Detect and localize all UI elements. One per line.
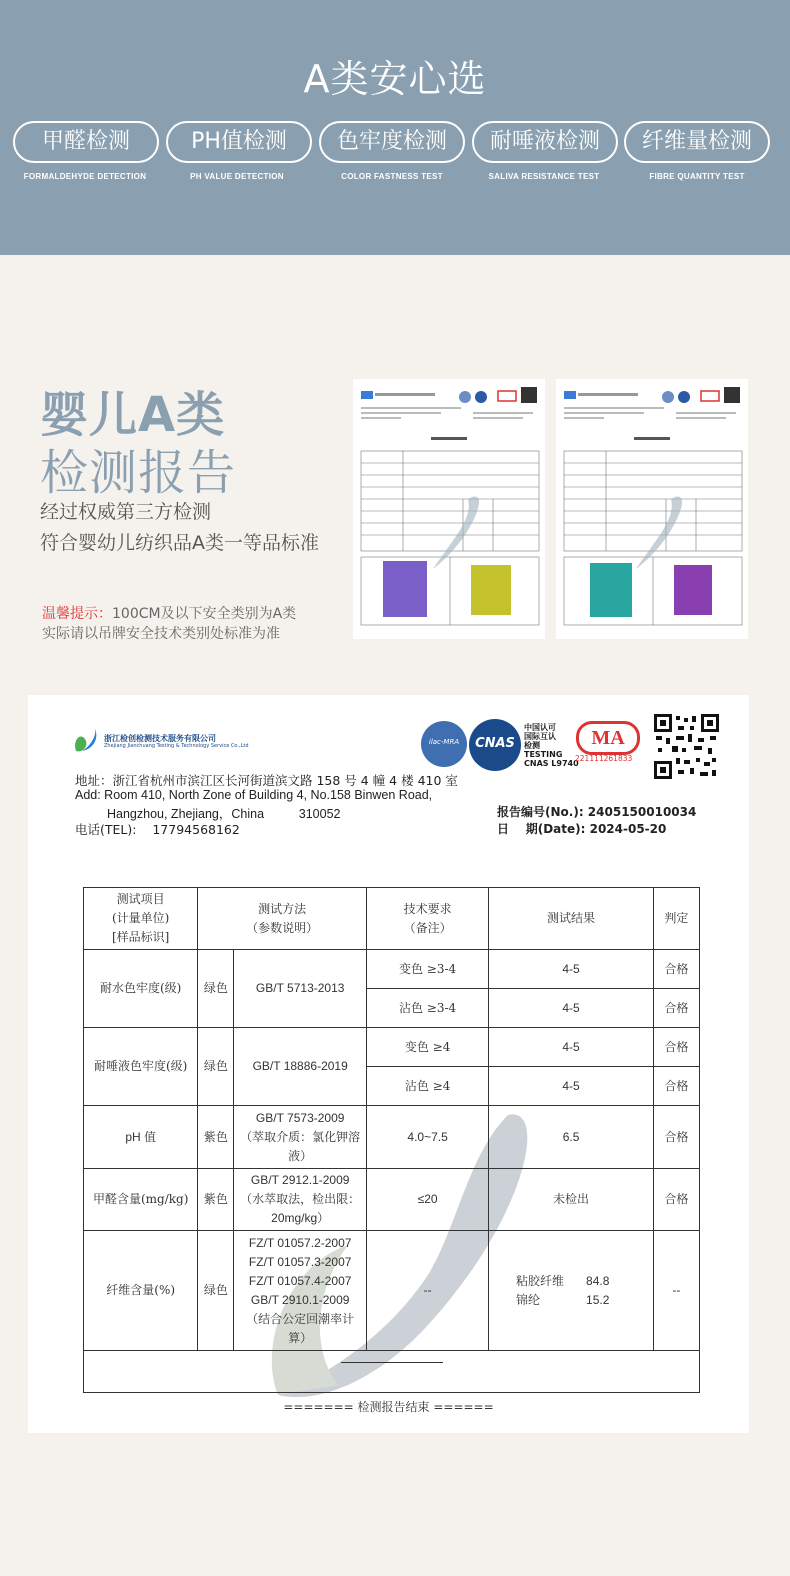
row-saliva-color: 绿色 (198, 1028, 234, 1106)
row-hcho-method: GB/T 2912.1-2009 （水萃取法，检出限： 20mg/kg） (234, 1169, 366, 1231)
intro-desc-line2: 符合婴幼儿纺织品A类一等品标准 (40, 532, 319, 554)
test-badge-color-fastness: 色牢度检测 (319, 121, 465, 163)
report-thumbnail-1[interactable] (353, 379, 545, 639)
company-name: 浙江检创检测技术服务有限公司 (104, 734, 216, 743)
row-saliva-res2: 4-5 (489, 1067, 654, 1106)
cert-cn2: 国际互认 (524, 732, 556, 741)
report-thumbnail-2[interactable] (556, 379, 748, 639)
row-fibre-color: 绿色 (198, 1231, 234, 1351)
table-row (84, 1169, 700, 1231)
row-saliva-judge1: 合格 (653, 1028, 699, 1067)
row-water-name: 耐水色牢度(级) (84, 950, 198, 1028)
row-water-color: 绿色 (198, 950, 234, 1028)
intro-title-line1: 婴儿A类 (40, 387, 226, 443)
row-fibre-result: 粘胶纤维 84.8 锦纶 15.2 (489, 1231, 654, 1351)
row-ph-color: 紫色 (198, 1106, 234, 1169)
row-ph-res: 6.5 (489, 1106, 654, 1169)
row-water-method: GB/T 5713-2013 (234, 950, 366, 1028)
row-saliva-name: 耐唾液色牢度(级) (84, 1028, 198, 1106)
warning-line2: 实际请以吊牌安全技术类别处标准为准 (42, 626, 280, 642)
row-hcho-req: ≤20 (366, 1169, 488, 1231)
ilac-label: ilac-MRA (428, 738, 460, 746)
table-footer-cell (84, 1351, 700, 1393)
header-requirement: 技术要求 （备注） (366, 888, 488, 950)
divider (341, 1361, 443, 1363)
row-hcho-judge: 合格 (653, 1169, 699, 1231)
warning-text1: 100CM及以下安全类别为A类 (112, 606, 297, 622)
row-ph-method: GB/T 7573-2009 （萃取介质：氯化钾溶 液） (234, 1106, 366, 1169)
test-badge-ph: PH值检测 (166, 121, 312, 163)
report-number: 报告编号(No.): 2405150010034 (497, 805, 697, 819)
qr-code-icon (654, 714, 719, 779)
address-en-line2: Hangzhou, Zhejiang，China 310052 (107, 807, 341, 821)
table-row (84, 1028, 700, 1067)
header-result: 测试结果 (489, 888, 654, 950)
test-badge-formaldehyde-en: FORMALDEHYDE DETECTION (23, 172, 147, 181)
cnas-logo-icon (469, 719, 521, 771)
cnas-text-block (524, 723, 579, 768)
row-ph-judge: 合格 (653, 1106, 699, 1169)
row-fibre-name: 纤维含量(%) (84, 1231, 198, 1351)
address-en-line1: Add: Room 410, North Zone of Building 4, No.158 Binwen Road, (75, 788, 433, 802)
cma-logo-icon: MA (576, 721, 640, 755)
cert-cn1: 中国认可 (524, 723, 556, 732)
test-badge-fibre: 纤维量检测 (624, 121, 770, 163)
ilac-mra-icon (421, 721, 467, 767)
report-end-marker: ======= 检测报告结束 ====== (283, 1400, 494, 1414)
cma-number: 221111261833 (575, 754, 633, 763)
header-judgement: 判定 (653, 888, 699, 950)
cert-cn3: 检测 (524, 741, 540, 750)
row-saliva-res1: 4-5 (489, 1028, 654, 1067)
header-method: 测试方法 （参数说明） (198, 888, 367, 950)
row-water-res1: 4-5 (489, 950, 654, 989)
test-results-table (83, 887, 700, 1393)
row-saliva-judge2: 合格 (653, 1067, 699, 1106)
row-ph-name: pH 值 (84, 1106, 198, 1169)
row-saliva-req1: 变色 ≥4 (366, 1028, 488, 1067)
test-badge-saliva-en: SALIVA RESISTANCE TEST (488, 172, 600, 181)
row-saliva-method: GB/T 18886-2019 (234, 1028, 366, 1106)
row-hcho-name: 甲醛含量(mg/kg) (84, 1169, 198, 1231)
row-water-judge1: 合格 (653, 950, 699, 989)
header-item: 测试项目 (计量单位) [样品标识] (84, 888, 198, 950)
banner-title: A类安心选 (303, 57, 487, 101)
test-badge-fibre-en: FIBRE QUANTITY TEST (649, 172, 745, 181)
row-fibre-req: -- (366, 1231, 488, 1351)
cert-testing: TESTING (524, 750, 563, 759)
test-badge-saliva: 耐唾液检测 (472, 121, 618, 163)
row-water-judge2: 合格 (653, 989, 699, 1028)
row-water-req1: 变色 ≥3-4 (366, 950, 488, 989)
table-footer-row (84, 1351, 700, 1393)
company-logo-icon (72, 725, 100, 755)
table-row (84, 1231, 700, 1351)
report-thumbnail-1-graphic (353, 379, 545, 639)
test-badge-formaldehyde: 甲醛检测 (13, 121, 159, 163)
test-report-document (28, 695, 749, 1433)
row-fibre-method: FZ/T 01057.2-2007 FZ/T 01057.3-2007 FZ/T 01057.4-2007 GB/T 2910.1-2009 （结合公定回潮率计 算） (234, 1231, 366, 1351)
row-water-res2: 4-5 (489, 989, 654, 1028)
table-row (84, 950, 700, 989)
warning-line1 (42, 603, 296, 623)
row-water-req2: 沾色 ≥3-4 (366, 989, 488, 1028)
telephone: 电话(TEL): 17794568162 (75, 822, 240, 837)
cert-cnas-no: CNAS L9740 (524, 759, 579, 768)
test-badge-color-fastness-en: COLOR FASTNESS TEST (341, 172, 443, 181)
report-thumbnail-2-graphic (556, 379, 748, 639)
row-saliva-req2: 沾色 ≥4 (366, 1067, 488, 1106)
row-hcho-res: 未检出 (489, 1169, 654, 1231)
company-name-en: Zhejiang Jianchuang Testing & Technology Service Co.,Ltd (104, 743, 249, 749)
intro-desc-line1: 经过权威第三方检测 (40, 501, 212, 523)
row-hcho-color: 紫色 (198, 1169, 234, 1231)
table-header-row (84, 888, 700, 950)
address-cn: 地址：浙江省杭州市滨江区长河街道滨文路 158 号 4 幢 4 楼 410 室 (75, 773, 458, 788)
intro-title-line2: 检测报告 (40, 445, 237, 501)
row-fibre-judge: -- (653, 1231, 699, 1351)
table-row (84, 1106, 700, 1169)
row-ph-req: 4.0~7.5 (366, 1106, 488, 1169)
report-date: 日 期(Date): 2024-05-20 (497, 822, 667, 836)
cnas-label: CNAS (475, 736, 515, 751)
top-banner (0, 0, 790, 255)
warning-label: 温馨提示： (42, 606, 112, 622)
test-badge-ph-en: PH VALUE DETECTION (190, 172, 284, 181)
